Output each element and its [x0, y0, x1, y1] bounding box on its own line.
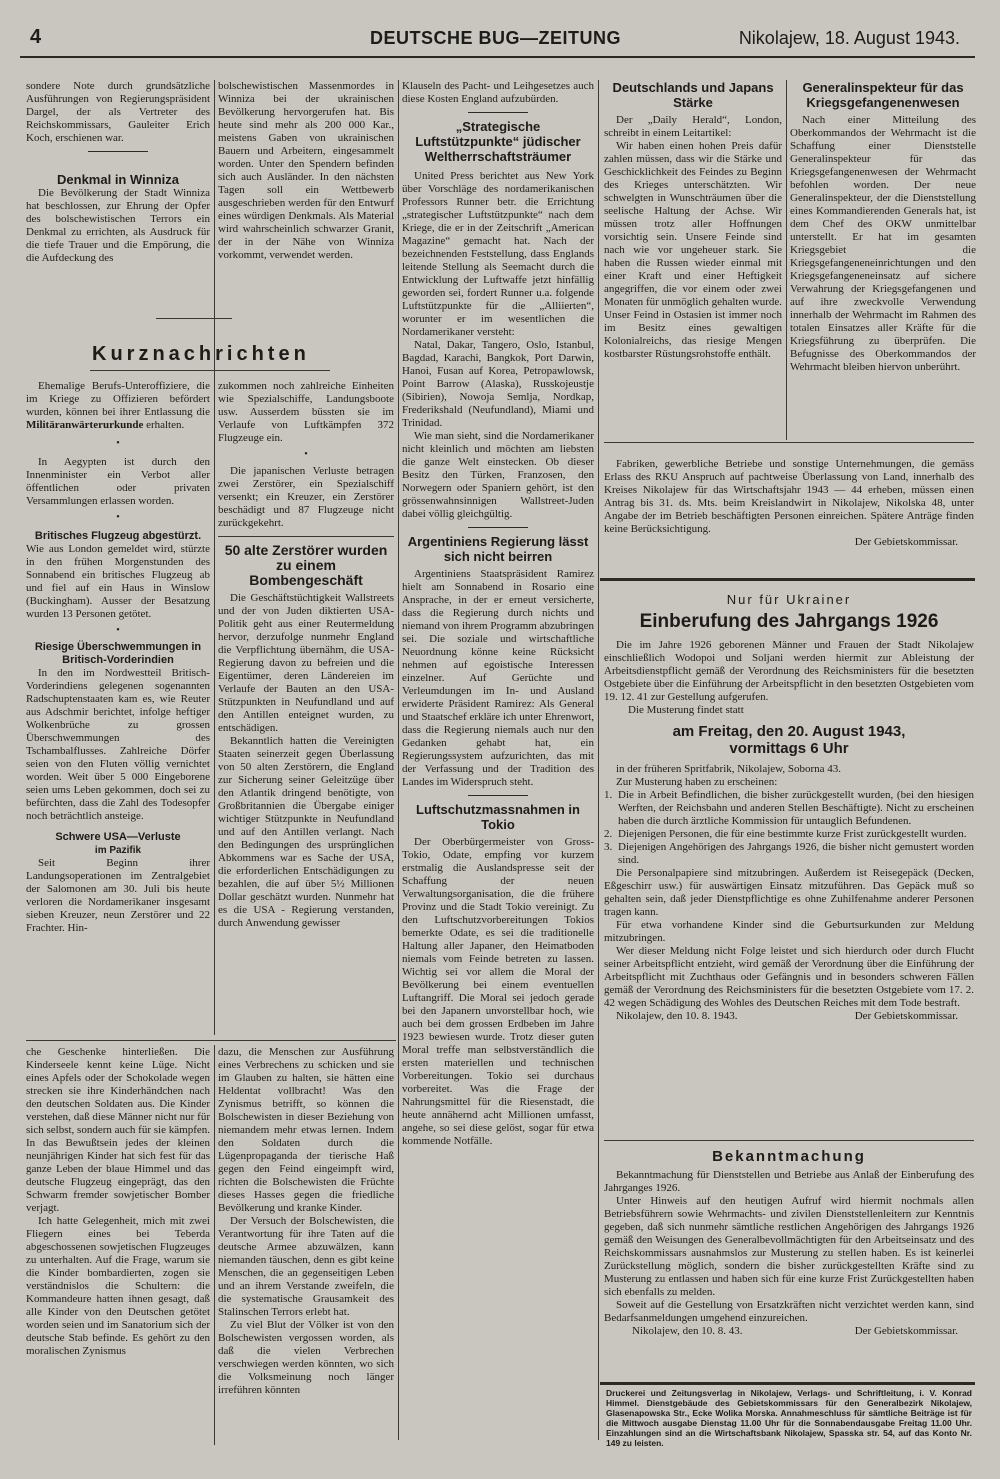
headline-argentinien: Argentiniens Regierung lässt sich nicht beirren [407, 534, 589, 564]
column-rule [398, 80, 399, 1440]
article-paragraph: Für etwa vorhandene Kinder sind die Geburtsurkunden zur Meldung mitzubringen. [604, 919, 974, 944]
list-item-text: Die in Arbeit Befindlichen, die bisher zurückgestellt wurden, (bei den hiesigen Werften, der Reichsbahn und anderen Stellen Beschäftigte). Nicht zu erscheinen haben die durch ärztliche Kommission für untauglich Befundenen. [618, 789, 974, 827]
headline-usa-verluste: Schwere USA—Verluste [55, 831, 181, 843]
article-paragraph: Wie man sieht, sind die Nordamerikaner nicht kleinlich und möchten am liebsten die ganze Welt einstecken. Ob dieser Besitz den Türken, Franzosen, den Norwegern oder Spaniern gehört, ist den grössenwahnsinnigen Wallstreet-Juden dabei völlig gleichgültig. [402, 430, 594, 520]
emphasis-text: Militäranwärterurkunde [26, 419, 144, 431]
list-item: 3. Diejenigen Angehörigen des Jahrgangs 1926, die bisher nicht gemustert worden sind. [604, 841, 974, 866]
article-bottom-column-1 [26, 1046, 210, 1446]
signature: Der Gebietskommissar. [854, 1010, 958, 1022]
article-winniza-denkmal-continued [218, 80, 394, 310]
article-paragraph: sondere Note durch grundsätzliche Ausführungen von Regierungspräsident Dargel, der als Vertreter des Reichskommissars, Gauleiter Erich Koch, erschienen war. [26, 80, 210, 144]
article-paragraph: Der „Daily Herald“, London, schreibt in einem Leitartikel: [604, 114, 782, 139]
article-paragraph: United Press berichtet aus New York über Vorschläge des nordamerikanischen Professors Runner betr. die Errichtung „strategischer Luftstützpunkte“ nach dem Kriege, die er in der Zeitschrift „American Magazine“ gemacht hat. Nach der bezeichnenden Feststellung, dass Englands leitende Stellung als Seemacht durch die Entwicklung der Luftwaffe jetzt hinfällig geworden sei, fordert Runner u.a. folgende Luftstützpunkte für die „Alliierten“, worunter er im wesentlichen die Nordamerikaner versteht: [402, 170, 594, 338]
bullet-dot: • [304, 449, 308, 460]
column-rule [214, 80, 215, 1035]
bekanntmachung-title: Bekanntmachung [712, 1148, 866, 1165]
section-title-kurznachrichten: Kurznachrichten [92, 343, 310, 365]
separator [88, 151, 148, 152]
article-paragraph: Soweit auf die Gestellung von Ersatzkräften nicht verzichtet werden kann, sind Bedarfsanmeldungen umgehend einzureichen. [604, 1299, 974, 1324]
article-paragraph: Ich hatte Gelegenheit, mich mit zwei Fliegern eines bei Teberda abgeschossenen sowjetischen Flugzeuges zu unterhalten. Auf die Frage, warum sie die Kinder bombardierten, zogen sie verständnislos die Schultern: die Kommandeure hatten ihnen gesagt, daß alle Kinder von den Deutschen getötet worden seien und im Sanatorium sich der deutsche Stab befinde. Es gehört zu den moralischen Zynismus [26, 1215, 210, 1357]
article-paragraph: In den im Nordwestteil Britisch-Vorderindiens gelegenen sogenannten Radschuptenstaaten kam es, wie Reuter aus Adschmir berichtet, infolge heftiger Wolkenbrüche zu grossen Überschwemmungen des Tschambalflusses. Zahlreiche Dörfer seien von den Fluten völlig vernichtet worden. Weit über 5 000 Eingeborene seien ums Leben gekommen, doch sei zu befürchten, dass die Zahl des Todesopfer noch beträchtlich ansteige. [26, 667, 210, 822]
einberufung-pretitle: Nur für Ukrainer [726, 592, 852, 607]
article-generalinspekteur [790, 80, 976, 435]
article-paragraph: Natal, Dakar, Tangero, Oslo, Istanbul, Bagdad, Karachi, Bangkok, Port Darwin, Hanoi, Fusan auf Korea, Petropawlowsk, Point Barrow (Alaska), Russkojeustje (Sibirien), Nowoja Semlja, Nordkap, Frederikshald (Neufundland), Miami und Trinidad. [402, 339, 594, 429]
list-item: 2. Diejenigen Personen, die für eine bestimmte kurze Frist zurückgestellt wurden. [604, 828, 967, 840]
place-date: Nikolajew, den 10. 8. 1943. [616, 1010, 738, 1022]
article-paragraph: che Geschenke hinterließen. Die Kinderseele kennt keine Lüge. Nicht eines Apfels oder der Schokolade wegen strecken sie ihre Kinderhändchen nach den deutschen Soldaten aus. Die Kinder verstehen, daß diese Männer nicht nur für sich selbst, sondern auch für sie kämpfen. In das Bewußtsein jedes der kleinen neunjährigen Kinder hat sich fest für das ganze Leben der blaue Himmel und das deutsche Flugzeug eingeprägt, das den Schwarm fremder sowjetischer Bomber verjagt. [26, 1046, 210, 1214]
headline-ueberschwemmungen: Riesige Überschwemmungen in Britisch-Vorderindien [34, 641, 202, 666]
newspaper-title: DEUTSCHE BUG—ZEITUNG [370, 28, 622, 48]
article-paragraph: Bekanntlich hatten die Vereinigten Staaten seinerzeit gegen Überlassung von 50 alten Zerstörern, die England zur Sicherung seiner Geleitzüge über den Atlantik dringend benötigte, von Großbritannien die Übergabe einiger wichtiger Stützpunkte in Neufundland und auf den Antillen verlangt. Nach den Bedingungen des ursprünglichen Abkommens war es Sache der USA, die erforderlichen Entschädigungen zu bezahlen, die auf über 5½ Millionen Dollar geschätzt wurden. Nunmehr hat es die USA - Regierung verstanden, durch Anwendung gewisser [218, 735, 394, 929]
musterung-date: am Freitag, den 20. August 1943, [672, 723, 906, 740]
masthead-rule [20, 56, 975, 58]
article-paragraph: Der Oberbürgermeister von Gross-Tokio, Odate, empfing vor kurzem erstmalig die Auslandspresse seit der Schaffung der neuen Verwaltungsorganisation, die die frühere Provinz und die Stadt Tokio vereinigt. Zu den Luftschutzvorbereitungen Tokios bemerkte Odate, es sei die traditionelle Haltung aller Japaner, den Heimatboden niemals vom Feinde betreten zu lassen. Wichtig sei vor allem die Moral der Bevölkerung bei einem eventuellen Luftangriff. Die Moral sei jedoch gerade bei den Japanern unvorstellbar hoch, wie auch bei dem grossen Erdbeben im Jahre 1923 bewiesen wurde. Trotz dieser guten Moral treffe man selbstverständlich die ersten materiellen und technischen Vorbereitungen. Tokio sei durchaus vorbereitet. Was die Frage der Nahrungsmittel für die Riesenstadt, die heute annähernd acht Millionen umfasst, angehe, so sei diese gelöst, sogar für etwa kommende Notfälle. [402, 836, 594, 1147]
article-paragraph: in der früheren Spritfabrik, Nikolajew, Soborna 43. [616, 763, 842, 775]
list-item-text: Diejenigen Angehörigen des Jahrgangs 1926, die bisher nicht gemustert worden sind. [618, 841, 974, 866]
article-paragraph: Unter Hinweis auf den heutigen Aufruf wird hiermit nochmals allen Betriebsführern sowie Wehrmachts- und zivilen Dienststellenleitern zur Kenntnis gegeben, daß sich nunmehr sämtliche restlichen Angehörigen des Jahrgangs 1926 gemäß den Weisungen des Generalbevollmächtigten für den Arbeitseinsatz und des Reichskommissars ausnahmslos zur Musterung zu stellen haben. Es ist keinerlei Zurückstellung möglich, sondern die bisher zurückgestellten Kräfte sind zu Musterung zu entlassen und haben sich für eine kurze Frist Zurückgestellten haben sich ebenfalls zu melden. [604, 1195, 974, 1298]
imprint-text: Druckerei und Zeitungsverlag in Nikolajew, Verlags- und Schriftleitung, i. V. Konrad Himmel. Dienstgebäude des Gebietskommissars für den Generalbezirk Nikolajew, Glasenapowska Str., Ecke Wolikа Morska. Annahmeschluss für sämtliche Beiträge ist für die Mittwoch ausgabe Dienstag 11.00 Uhr für die Sonnabendausgabe Freitag 11.00 Uhr. Einzahlungen sind an die Wirtschaftsbank Nikolajew, Spasska str. 54, auf das Konto Nr. 149 zu leisten. [606, 1388, 972, 1448]
kurznachrichten-column-2 [218, 380, 394, 1035]
article-bottom-column-2 [218, 1046, 394, 1446]
separator [156, 318, 232, 319]
separator [218, 536, 394, 537]
place-date: Nikolajew, den 10. 8. 43. [632, 1325, 743, 1337]
article-paragraph: In Aegypten ist durch den Innenminister ein Verbot aller öffentlichen oder privaten Versammlungen erlassen worden. [26, 456, 210, 507]
headline-luftstuetzpunkte: „Strategische Luftstützpunkte“ jüdischer Weltherrschaftsträumer [415, 119, 581, 164]
article-paragraph: Seit Beginn ihrer Landungsoperationen im Zentralgebiet der Salomonen am 30. Juli bis heute verloren die Nordamerikaner insgesamt sieben Kreuzer, neun Zerstörer und 22 Frachter. Hin- [26, 857, 210, 934]
separator-thick [600, 1382, 975, 1385]
article-deutschland-japan [604, 80, 782, 435]
article-winniza-continued [26, 80, 210, 320]
issue-date-text: 18. August 1943. [824, 28, 960, 48]
kurznachrichten-column-1 [26, 380, 210, 1035]
article-paragraph: Wer dieser Meldung nicht Folge leistet und sich hierdurch oder durch Flucht seiner Arbeitspflicht entzieht, wird gemäß der Verordnung über die Einführung der Arbeitspflicht mit Zuchthaus oder Gefängnis und in besonders schweren Fällen gemäß der Verordnung des Reichsministers für die besetzten Ostgebiete vom 17. 2. 42 wegen Schädigung des Wohles des Deutschen Reiches mit dem Tode bestraft. [604, 945, 974, 1009]
column-rule [786, 80, 787, 440]
notice-bekanntmachung [604, 1148, 974, 1378]
article-paragraph: Wie aus London gemeldet wird, stürzte in den frühen Morgenstunden des Sonnabend ein britisches Flugzeug ab und fiel auf ein Haus in Winslow (Buckingham). Ausser der Besatzung wurden 13 Personen getötet. [26, 543, 210, 620]
separator [468, 527, 528, 528]
text-fragment: erhalten. [146, 419, 185, 431]
separator [468, 795, 528, 796]
article-paragraph: zukommen noch zahlreiche Einheiten wie Spezialschiffe, Landungsboote usw. Ausserdem büssten sie im Verlaufe von Luftkämpfen 372 Flugzeuge ein. [218, 380, 394, 444]
notice-einberufung [604, 592, 974, 1142]
article-paragraph: Die Musterung findet statt [628, 704, 744, 716]
bullet-dot: • [116, 512, 120, 523]
issue-place: Nikolajew, [738, 28, 820, 48]
separator [26, 1040, 396, 1041]
list-item: 1. Die in Arbeit Befindlichen, die bisher zurückgestellt wurden, (bei den hiesigen Werften, der Reichsbahn und anderen Stellen Beschäftigte). Nicht zu erscheinen haben die durch ärztliche Kommission für untauglich Befundenen. [604, 789, 974, 827]
article-paragraph: Zu viel Blut der Völker ist von den Bolschewisten vergossen worden, als daß die vielen Verbrechen verschwiegen werden könnten, wo sich die Volksmeinung noch länger irreführen könnten [218, 1319, 394, 1396]
headline-flugzeug: Britisches Flugzeug abgestürzt. [34, 530, 202, 542]
article-paragraph: Die Geschäftstüchtigkeit Wallstreets und der von Juden diktierten USA-Politik geht aus einer Reutermeldung hervor, derzufolge nunmehr England die Verpflichtung übernähm, die USA-Regierung davon zu befreien und die Eigentümer, deren Ländereien im Verlaufe der Bauten an den USA-Stützpunkten in Neufundland und auf den Antillen enteignet wurden, zu entschädigen. [218, 592, 394, 734]
notice-fabriken [604, 458, 974, 568]
page-number: 4 [30, 26, 42, 48]
issue-date [739, 28, 960, 49]
article-paragraph: Argentiniens Staatspräsident Ramirez hielt am Sonnabend in Rosario eine Ansprache, in der er erneut versicherte, dass die Regierung durch nichts und niemand von ihrem Programm abzubringen sei. Die soziale und wirtschaftliche Neuordnung könne keine Rücksicht nehmen auf egoistische Interessen einzelner. Auf Gerüchte und Verleumdungen im In- und Ausland erwiderte Präsident Ramirez: Als General und Staatschef erkläre ich unter Ehrenwort, dass die Regierung niemals auch nur den Gedanken gehabt hat, ein Regierungssystem aufzurichten, das mit der Verfassung und der Tradition des Landes im Widerspruch steht. [402, 568, 594, 788]
masthead [30, 26, 960, 54]
signature-line [604, 1010, 974, 1023]
bullet-dot: • [116, 438, 120, 449]
column-rule [598, 80, 599, 1440]
article-paragraph: Die im Jahre 1926 geborenen Männer und Frauen der Stadt Nikolajew einschließlich Wodopoi und Soljani werden hiermit zur Ableistung der Arbeitsdienstpflicht gemäß der Verordnung des Reichsministers für die besetzten Ostgebiete über die Einführung der Arbeitspflicht in den besetzten Ostgebieten vom 19. 12. 41 zur Gestellung aufgerufen. [604, 639, 974, 703]
article-paragraph: Die Bevölkerung der Stadt Winniza hat beschlossen, zur Ehrung der Opfer des bolschewistischen Terrors ein Denkmal zu errichten, als Ausdruck für die tiefe Trauer und die Empörung, die die Aufdeckung des [26, 187, 210, 264]
signature: Der Gebietskommissar. [854, 1325, 958, 1337]
headline-denkmal: Denkmal in Winniza [57, 172, 179, 187]
article-paragraph: Die japanischen Verluste betragen zwei Zerstörer, ein Spezialschiff versenkt; ein Kreuzer, ein Zerstörer beschädigt und 87 Flugzeuge nicht zurückgekehrt. [218, 465, 394, 529]
headline-generalinspekteur: Generalinspekteur für das Kriegsgefangenenwesen [802, 80, 964, 110]
text-fragment: Ehemalige Berufs-Unteroffiziere, die im Kriege zu Offizieren befördert wurden, können bei ihrer Entlassung die [26, 380, 210, 418]
article-paragraph: Zur Musterung haben zu erscheinen: [616, 776, 778, 788]
imprint [606, 1388, 972, 1448]
separator [604, 1140, 974, 1141]
article-paragraph: Nach einer Mitteilung des Oberkommandos der Wehrmacht ist die Schaffung einer Dienststelle Generalinspekteur für das Kriegsgefangenenwesen der Wehrmacht befohlen worden. Der neue Generalinspekteur, der die Dienststellung eines Kommandierenden Generals hat, ist dem Chef des OKW unmittelbar unterstellt. Er hat im gesamten Kriegsgebiet die Kriegsgefangeneneinrichtungen und den Kriegsgefangeneneinsatz auf sichere Verwahrung der Kriegsgefangenen und auf ihre zweckvolle Verwendung innerhalb der Wehrmacht im Rahmen des totalen Einsatzes aller Kräfte für die Kriegsführung zu überprüfen. Die Befugnisse des Oberkommandos der Wehrmacht bleiben hiervon unberührt. [790, 114, 976, 373]
headline-deutschland-japan: Deutschlands und Japans Stärke [612, 80, 774, 110]
musterung-list [604, 789, 974, 867]
column-3 [402, 80, 594, 1445]
signature: Der Gebietskommissar. [854, 536, 958, 548]
separator-thick [600, 578, 975, 581]
article-paragraph: Die Personalpapiere sind mitzubringen. Außerdem ist Reisegepäck (Decken, Eßgeschirr usw.) für auswärtigen Einsatz mitzuführen. Das Gepäck muß so gehalten sein, daß jeder Dienstpflichtige es ohne Zuhilfenahme anderer Personen tragen kann. [604, 867, 974, 918]
headline-tokio: Luftschutzmassnahmen in Tokio [416, 802, 580, 832]
article-paragraph: bolschewistischen Massenmordes in Winniza bei der ukrainischen Bevölkerung hervorgerufen hat. Bis heute sind mehr als 200 000 Kar., meistens Gaben von ukrainischen Bauern und Arbeitern, eingesammelt worden. Unter den Spendern befinden sich auch Ausländer. In den nächsten Tagen soll ein Wettbewerb ausgeschrieben werden für den Entwurf eines würdigen Denkmals. Als Material wird wahrscheinlich schwarzer Granit, der in der Nähe von Winniza vorkommt, verwendet werden. [218, 80, 394, 261]
article-paragraph: Klauseln des Pacht- und Leihgesetzes auch diese Kosten England aufzubürden. [402, 80, 594, 105]
headline-usa-verluste-sub: im Pazifik [94, 845, 142, 856]
article-paragraph: dazu, die Menschen zur Ausführung eines Verbrechens zu schicken und sie im Glauben zu halten, sie hätten eine Heldentat vollbracht! Was den Zynismus betrifft, so können die Bolschewisten in dieser Beziehung von niemandem mehr etwas lernen. Indem den Soldaten durch die Lügenpropaganda der tierische Haß gegen den Feind eingeimpft wird, richten die Bolschewisten die Früchte dieses Hasses gegen die friedliche Bevölkerung und kranke Kinder. [218, 1046, 394, 1214]
article-paragraph: Bekanntmachung für Dienststellen und Betriebe aus Anlaß der Einberufung des Jahrganges 1926. [604, 1169, 974, 1194]
bullet-dot: • [116, 625, 120, 636]
article-paragraph [26, 380, 210, 432]
separator [604, 442, 974, 443]
separator [468, 112, 528, 113]
musterung-time: vormittags 6 Uhr [729, 740, 849, 757]
column-rule [214, 1045, 215, 1445]
article-paragraph: Fabriken, gewerbliche Betriebe und sonstige Unternehmungen, die gemäss Erlass des RKU Anspruch auf pachtweise Überlassung von Land, innerhalb des Kreises Nikolajew für das Wirtschaftsjahr 1943 — 44 erheben, müssen einen Antrag bis 31. ds. Mts. beim Kreislandwirt in Nikolajew, Nikolska 48, unter Angabe der im Betrieb beschäftigten Personen einreichen. Spätere Anträge finden keine Berücksichtigung. [604, 458, 974, 535]
headline-50-zerstoerer: 50 alte Zerstörer wurden zu einem Bombengeschäft [224, 542, 388, 588]
list-item-text: Diejenigen Personen, die für eine bestimmte kurze Frist zurückgestellt wurden. [618, 828, 967, 840]
einberufung-title: Einberufung des Jahrgangs 1926 [639, 611, 939, 632]
article-paragraph: Der Versuch der Bolschewisten, die Verantwortung für ihre Taten auf die deutsche Armee abzuwälzen, kann niemanden täuschen, denn es gibt keine Menschen, die an gegenseitigen Leben und an ihrem Verstande zweifeln, die die systematische Grausamkeit des Stalinschen Terrors erlebt hat. [218, 1215, 394, 1318]
article-paragraph: Wir haben einen hohen Preis dafür zahlen müssen, dass wir die Stärke und Geschicklichkeit des Feindes zu Beginn des Krieges unterschätzten. Wir schwelgten in Wunschträumen über die seelische Haltung der Achse. Wir müssen trotz aller Hoffnungen vorsichtig sein. Unsere Feinde sind nach wie vor ungeheuer stark. Sie haben die Russen wieder einmal mit einer Kraft und einer Heftigkeit angegriffen, die vor einem oder zwei Monaten für unmöglich gehalten wurde. Unser Feind in Ostasien ist immer noch im Besitz eines gewaltigen Kolonialreichs, das riesige Mengen kostbarster Rüstungsrohstoffe enthält. [604, 140, 782, 360]
separator [90, 370, 330, 371]
signature-line [604, 1325, 974, 1338]
